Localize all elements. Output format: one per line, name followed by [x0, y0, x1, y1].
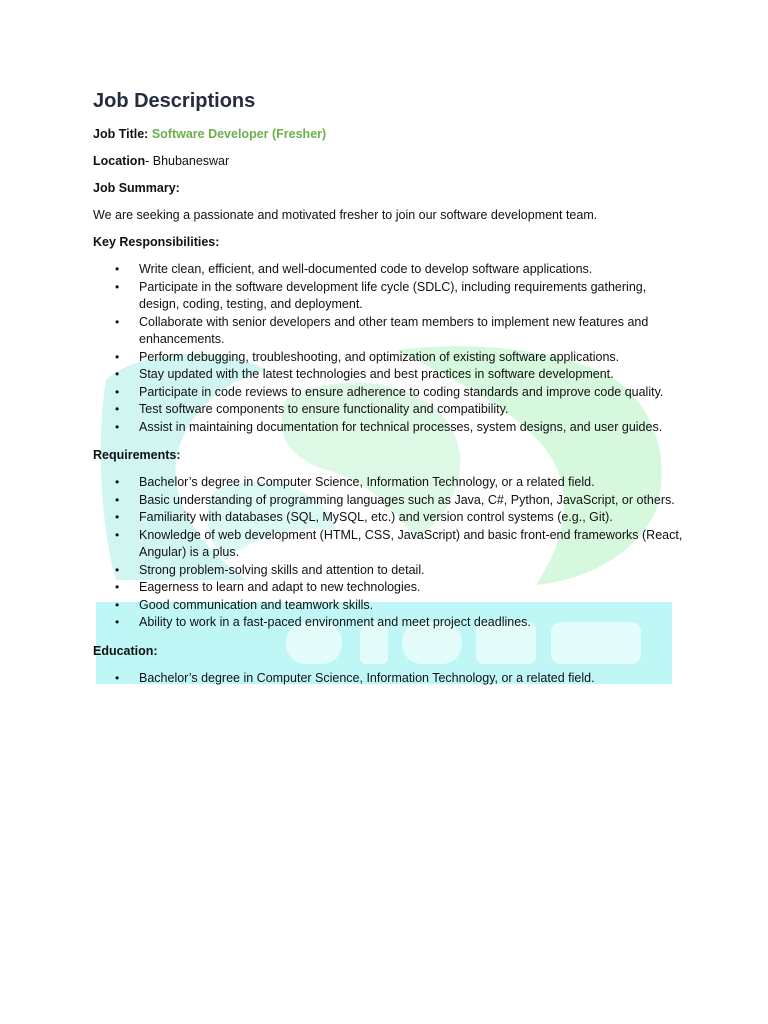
list-item	[115, 384, 683, 402]
list-item	[115, 401, 683, 419]
summary-text: We are seeking a passionate and motivated fresher to join our software development team.	[93, 208, 598, 222]
list-item-text: Bachelor’s degree in Computer Science, Information Technology, or a related field.	[139, 475, 595, 489]
bullet-icon: •	[115, 615, 120, 629]
list-item-text: Write clean, efficient, and well-documented code to develop software applications.	[139, 262, 593, 276]
list-item	[115, 349, 683, 367]
list-item	[115, 492, 683, 510]
bullet-icon: •	[115, 384, 120, 399]
list-item	[115, 670, 683, 688]
bullet-icon: •	[115, 367, 120, 381]
list-item-text: Eagerness to learn and adapt to new technologies.	[139, 580, 421, 594]
bullet-icon: •	[115, 402, 120, 416]
bullet-icon: •	[115, 314, 120, 329]
bullet-icon: •	[115, 475, 120, 489]
list-item-text: Familiarity with databases (SQL, MySQL, etc.) and version control systems (e.g., Git).	[139, 510, 613, 524]
requirements-list	[93, 474, 683, 632]
list-item	[115, 597, 683, 615]
bullet-icon: •	[115, 597, 120, 612]
list-item	[115, 314, 683, 349]
summary-heading: Job Summary:	[93, 181, 180, 195]
bullet-icon: •	[115, 262, 120, 276]
list-item	[115, 419, 683, 437]
location-line	[93, 153, 683, 169]
requirements-heading: Requirements:	[93, 448, 181, 462]
education-list	[93, 670, 683, 688]
bullet-icon: •	[115, 670, 120, 685]
list-item-text: Basic understanding of programming languages such as Java, C#, Python, JavaScript, or others.	[139, 492, 675, 507]
list-item	[115, 279, 683, 314]
page-title: Job Descriptions	[93, 90, 256, 112]
list-item-text: Knowledge of web development (HTML, CSS, JavaScript) and basic front-end frameworks (React, Angular) is a plus.	[139, 527, 683, 559]
list-item-text: Stay updated with the latest technologies and best practices in software development.	[139, 367, 614, 381]
list-item	[115, 562, 683, 580]
list-item-text: Test software components to ensure functionality and compatibility.	[139, 402, 509, 416]
bullet-icon: •	[115, 279, 120, 294]
list-item-text: Participate in the software development life cycle (SDLC), including requirements gathering, design, coding, testing, and deployment.	[139, 279, 647, 311]
list-item-text: Assist in maintaining documentation for technical processes, system designs, and user guides.	[139, 419, 663, 434]
job-title-value: Software Developer (Fresher)	[151, 127, 327, 141]
bullet-icon: •	[115, 580, 120, 594]
location-value: - Bhubaneswar	[145, 154, 230, 168]
bullet-icon: •	[115, 419, 120, 434]
list-item-text: Good communication and teamwork skills.	[139, 597, 374, 612]
job-title-colon: :	[144, 127, 152, 141]
location-label: Location	[93, 154, 146, 168]
bullet-icon: •	[115, 510, 120, 524]
list-item	[115, 509, 683, 527]
education-heading: Education:	[93, 643, 158, 658]
bullet-icon: •	[115, 492, 120, 507]
list-item-text: Collaborate with senior developers and other team members to implement new features and enhancements.	[139, 314, 649, 346]
bullet-icon: •	[115, 562, 120, 577]
list-item-text: Ability to work in a fast-paced environment and meet project deadlines.	[139, 615, 531, 629]
list-item-text: Strong problem-solving skills and attention to detail.	[139, 562, 425, 577]
responsibilities-list	[93, 261, 683, 436]
list-item	[115, 527, 683, 562]
document-page	[93, 86, 683, 698]
list-item	[115, 614, 683, 632]
list-item-text: Participate in code reviews to ensure adherence to coding standards and improve code quality.	[139, 384, 664, 399]
list-item	[115, 261, 683, 279]
bullet-icon: •	[115, 527, 120, 542]
bullet-icon: •	[115, 349, 120, 364]
job-title-label: Job Title	[93, 127, 145, 141]
job-title-line	[93, 126, 683, 142]
list-item	[115, 366, 683, 384]
list-item	[115, 579, 683, 597]
responsibilities-heading: Key Responsibilities:	[93, 235, 220, 249]
list-item-text: Bachelor’s degree in Computer Science, Information Technology, or a related field.	[139, 670, 595, 685]
list-item	[115, 474, 683, 492]
list-item-text: Perform debugging, troubleshooting, and optimization of existing software applications.	[139, 349, 620, 364]
